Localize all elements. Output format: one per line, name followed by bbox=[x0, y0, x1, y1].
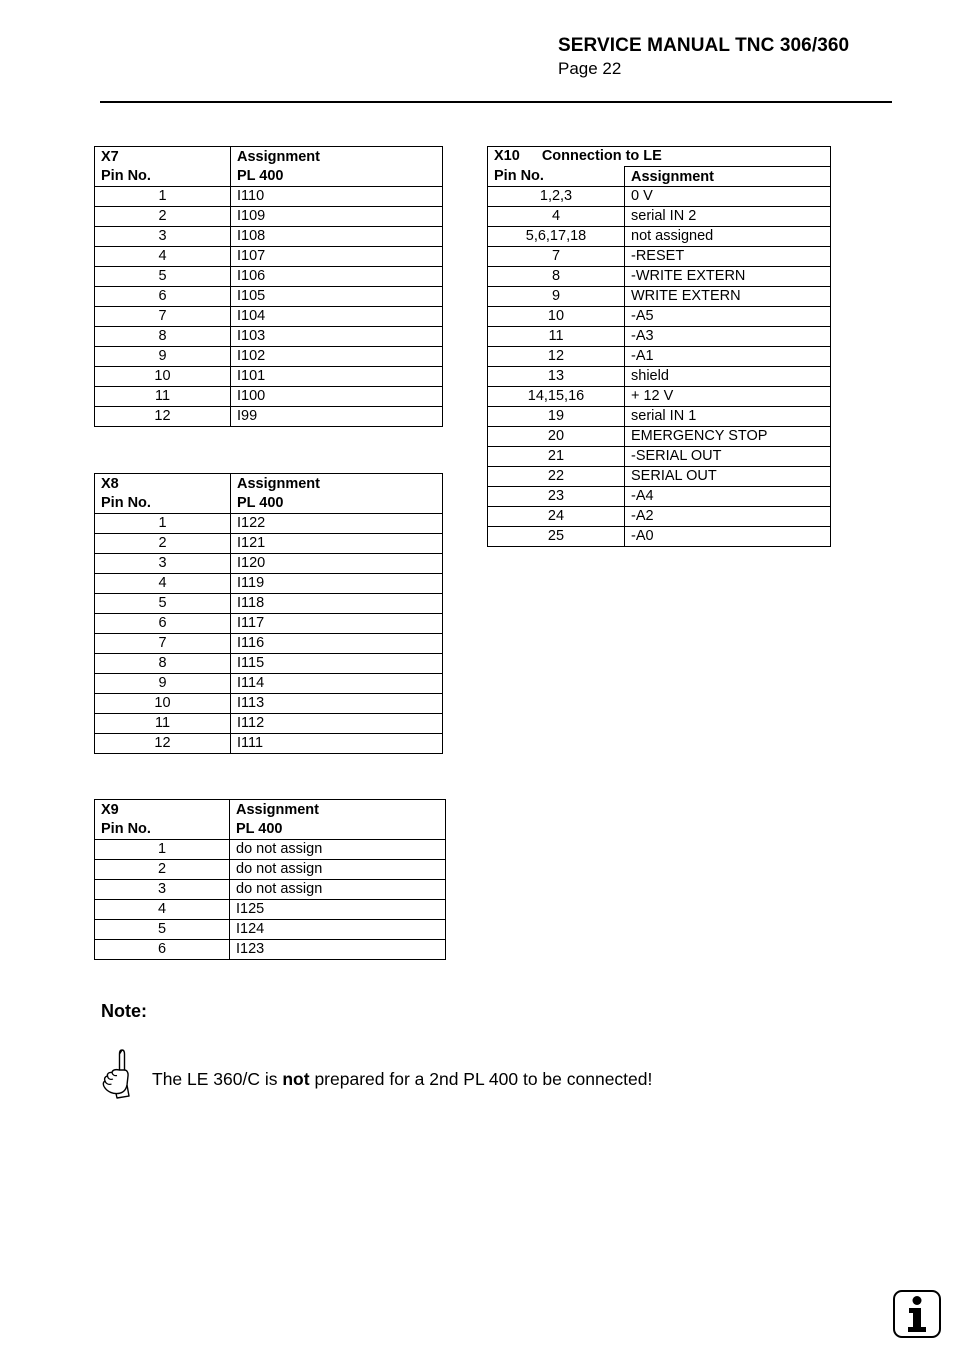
x7-assignment-cell: I107 bbox=[231, 247, 443, 267]
x10-assignment-cell: 0 V bbox=[625, 187, 831, 207]
x10-table-row bbox=[488, 447, 831, 467]
x10-assignment-cell: serial IN 2 bbox=[625, 207, 831, 227]
x7-pin-cell: 10 bbox=[95, 367, 231, 387]
x8-table-row bbox=[95, 634, 443, 654]
x8-header-row bbox=[95, 474, 443, 514]
x7-table-row bbox=[95, 187, 443, 207]
x10-pin-cell: 9 bbox=[488, 287, 625, 307]
x10-table-row bbox=[488, 307, 831, 327]
x8-pin-header: Pin No. bbox=[101, 495, 151, 511]
x7-assign-header: Assignment bbox=[237, 149, 320, 165]
x7-table-row bbox=[95, 367, 443, 387]
x10-connector-label: X10 bbox=[494, 148, 520, 164]
x10-pin-header: Pin No. bbox=[488, 167, 625, 187]
x8-pin-cell: 3 bbox=[95, 554, 231, 574]
x7-assign-header-cell bbox=[231, 147, 443, 187]
x10-assignment-cell: -WRITE EXTERN bbox=[625, 267, 831, 287]
page-number: Page 22 bbox=[558, 59, 622, 78]
x9-header-row bbox=[95, 800, 446, 840]
x7-pin-table bbox=[94, 146, 443, 427]
x10-assignment-cell: -A5 bbox=[625, 307, 831, 327]
x10-pin-cell: 11 bbox=[488, 327, 625, 347]
x7-connector-label: X7 bbox=[101, 149, 119, 165]
x8-pin-cell: 4 bbox=[95, 574, 231, 594]
pointing-hand-icon bbox=[101, 1048, 133, 1100]
x10-table-row bbox=[488, 267, 831, 287]
x9-assign-subheader: PL 400 bbox=[236, 821, 283, 837]
x10-assignment-cell: SERIAL OUT bbox=[625, 467, 831, 487]
x9-pin-cell: 2 bbox=[95, 860, 230, 880]
x10-assign-header: Assignment bbox=[625, 167, 831, 187]
x8-assignment-cell: I119 bbox=[231, 574, 443, 594]
x8-assignment-cell: I111 bbox=[231, 734, 443, 754]
x7-assignment-cell: I99 bbox=[231, 407, 443, 427]
note-text-emphasis: not bbox=[282, 1069, 310, 1089]
x10-pin-cell: 20 bbox=[488, 427, 625, 447]
x9-assignment-cell: do not assign bbox=[230, 880, 446, 900]
x8-assignment-cell: I112 bbox=[231, 714, 443, 734]
x8-table-row bbox=[95, 694, 443, 714]
x7-header-row bbox=[95, 147, 443, 187]
x10-pin-cell: 5,6,17,18 bbox=[488, 227, 625, 247]
x7-pin-cell: 9 bbox=[95, 347, 231, 367]
x9-assignment-cell: I124 bbox=[230, 920, 446, 940]
x7-assignment-cell: I101 bbox=[231, 367, 443, 387]
x8-table-row bbox=[95, 554, 443, 574]
x10-pin-cell: 19 bbox=[488, 407, 625, 427]
x10-table-body bbox=[488, 147, 831, 547]
x9-assign-header: Assignment bbox=[236, 802, 319, 818]
x7-pin-cell: 4 bbox=[95, 247, 231, 267]
x8-assign-subheader: PL 400 bbox=[237, 495, 284, 511]
x7-assignment-cell: I106 bbox=[231, 267, 443, 287]
x10-pin-table bbox=[487, 146, 831, 547]
x8-connector-label: X8 bbox=[101, 476, 119, 492]
x8-assignment-cell: I117 bbox=[231, 614, 443, 634]
x9-assignment-cell: do not assign bbox=[230, 840, 446, 860]
x9-pin-header: Pin No. bbox=[101, 821, 151, 837]
x8-assign-header: Assignment bbox=[237, 476, 320, 492]
x7-table-body bbox=[95, 147, 443, 427]
x10-pin-cell: 4 bbox=[488, 207, 625, 227]
x9-pin-cell: 1 bbox=[95, 840, 230, 860]
x10-table-row bbox=[488, 247, 831, 267]
x10-assignment-cell: not assigned bbox=[625, 227, 831, 247]
x7-table-row bbox=[95, 347, 443, 367]
x9-pin-table bbox=[94, 799, 446, 960]
x8-table-row bbox=[95, 654, 443, 674]
x7-assignment-cell: I110 bbox=[231, 187, 443, 207]
x7-assignment-cell: I104 bbox=[231, 307, 443, 327]
x10-pin-cell: 22 bbox=[488, 467, 625, 487]
x10-assignment-cell: -A0 bbox=[625, 527, 831, 547]
x9-table-row bbox=[95, 860, 446, 880]
x9-pin-cell: 4 bbox=[95, 900, 230, 920]
x8-pin-cell: 9 bbox=[95, 674, 231, 694]
x10-assignment-cell: + 12 V bbox=[625, 387, 831, 407]
x7-pin-cell: 2 bbox=[95, 207, 231, 227]
info-glyph bbox=[902, 1295, 932, 1333]
x7-pin-cell: 11 bbox=[95, 387, 231, 407]
x10-pin-cell: 14,15,16 bbox=[488, 387, 625, 407]
x8-assignment-cell: I120 bbox=[231, 554, 443, 574]
x10-assignment-cell: -A2 bbox=[625, 507, 831, 527]
x10-title-cell bbox=[488, 147, 831, 167]
x7-assignment-cell: I109 bbox=[231, 207, 443, 227]
note-text bbox=[152, 1069, 652, 1090]
x10-pin-cell: 25 bbox=[488, 527, 625, 547]
x7-table-row bbox=[95, 307, 443, 327]
x7-assignment-cell: I108 bbox=[231, 227, 443, 247]
x9-table-row bbox=[95, 940, 446, 960]
x8-table-row bbox=[95, 594, 443, 614]
info-icon bbox=[893, 1290, 941, 1338]
header-divider bbox=[100, 101, 892, 103]
x9-table-row bbox=[95, 840, 446, 860]
x10-assignment-cell: serial IN 1 bbox=[625, 407, 831, 427]
x10-pin-cell: 1,2,3 bbox=[488, 187, 625, 207]
x10-assignment-cell: WRITE EXTERN bbox=[625, 287, 831, 307]
x8-table-row bbox=[95, 674, 443, 694]
x9-assignment-cell: I125 bbox=[230, 900, 446, 920]
x8-assignment-cell: I115 bbox=[231, 654, 443, 674]
x9-assignment-cell: do not assign bbox=[230, 860, 446, 880]
x8-pin-cell: 12 bbox=[95, 734, 231, 754]
x8-table-row bbox=[95, 534, 443, 554]
x8-assignment-cell: I122 bbox=[231, 514, 443, 534]
x9-pin-cell: 5 bbox=[95, 920, 230, 940]
x10-pin-cell: 8 bbox=[488, 267, 625, 287]
x10-pin-cell: 12 bbox=[488, 347, 625, 367]
x10-table-row bbox=[488, 407, 831, 427]
note-text-start: The LE 360/C is bbox=[152, 1069, 283, 1089]
x10-table-row bbox=[488, 227, 831, 247]
x10-assignment-cell: -A1 bbox=[625, 347, 831, 367]
x9-pin-cell: 6 bbox=[95, 940, 230, 960]
x10-pin-cell: 13 bbox=[488, 367, 625, 387]
x8-assignment-cell: I118 bbox=[231, 594, 443, 614]
x10-pin-cell: 21 bbox=[488, 447, 625, 467]
x7-table-row bbox=[95, 387, 443, 407]
x8-table-row bbox=[95, 614, 443, 634]
x8-pin-cell: 11 bbox=[95, 714, 231, 734]
x10-assignment-cell: shield bbox=[625, 367, 831, 387]
x10-assignment-cell: -SERIAL OUT bbox=[625, 447, 831, 467]
x10-assignment-cell: -RESET bbox=[625, 247, 831, 267]
x7-pin-cell: 12 bbox=[95, 407, 231, 427]
x9-table-body bbox=[95, 800, 446, 960]
x7-assignment-cell: I105 bbox=[231, 287, 443, 307]
x9-table-row bbox=[95, 880, 446, 900]
x10-table-row bbox=[488, 187, 831, 207]
x9-assign-header-cell bbox=[230, 800, 446, 840]
x10-table-row bbox=[488, 367, 831, 387]
x9-assignment-cell: I123 bbox=[230, 940, 446, 960]
x7-pin-header: Pin No. bbox=[101, 168, 151, 184]
x10-connection-title: Connection to LE bbox=[541, 148, 662, 164]
x8-pin-cell: 2 bbox=[95, 534, 231, 554]
x10-title-row bbox=[488, 147, 831, 167]
x7-assignment-cell: I103 bbox=[231, 327, 443, 347]
x8-table-row bbox=[95, 574, 443, 594]
x10-table-row bbox=[488, 507, 831, 527]
x8-assignment-cell: I114 bbox=[231, 674, 443, 694]
x8-table-row bbox=[95, 514, 443, 534]
x7-pin-header-cell bbox=[95, 147, 231, 187]
note-heading: Note: bbox=[101, 1001, 147, 1021]
x8-pin-cell: 10 bbox=[95, 694, 231, 714]
x8-pin-cell: 1 bbox=[95, 514, 231, 534]
x8-pin-cell: 7 bbox=[95, 634, 231, 654]
x10-table-row bbox=[488, 327, 831, 347]
note-text-end: prepared for a 2nd PL 400 to be connected! bbox=[309, 1069, 653, 1089]
x10-table-row bbox=[488, 387, 831, 407]
x8-table-body bbox=[95, 474, 443, 754]
x7-pin-cell: 7 bbox=[95, 307, 231, 327]
x8-pin-cell: 8 bbox=[95, 654, 231, 674]
x9-connector-label: X9 bbox=[101, 802, 119, 818]
x8-pin-cell: 5 bbox=[95, 594, 231, 614]
x9-pin-cell: 3 bbox=[95, 880, 230, 900]
x10-pin-cell: 23 bbox=[488, 487, 625, 507]
x7-pin-cell: 5 bbox=[95, 267, 231, 287]
x9-pin-header-cell bbox=[95, 800, 230, 840]
x10-assignment-cell: -A4 bbox=[625, 487, 831, 507]
x8-pin-cell: 6 bbox=[95, 614, 231, 634]
x10-pin-cell: 24 bbox=[488, 507, 625, 527]
x10-assignment-cell: -A3 bbox=[625, 327, 831, 347]
x7-assignment-cell: I102 bbox=[231, 347, 443, 367]
x7-pin-cell: 1 bbox=[95, 187, 231, 207]
manual-title: SERVICE MANUAL TNC 306/360 bbox=[558, 35, 850, 56]
x8-table-row bbox=[95, 734, 443, 754]
x7-table-row bbox=[95, 327, 443, 347]
x7-table-row bbox=[95, 207, 443, 227]
x7-table-row bbox=[95, 227, 443, 247]
x9-table-row bbox=[95, 920, 446, 940]
x10-table-row bbox=[488, 467, 831, 487]
x10-pin-cell: 10 bbox=[488, 307, 625, 327]
x10-header-row bbox=[488, 167, 831, 187]
x9-table-row bbox=[95, 900, 446, 920]
x8-assignment-cell: I116 bbox=[231, 634, 443, 654]
x10-pin-cell: 7 bbox=[488, 247, 625, 267]
x7-table-row bbox=[95, 407, 443, 427]
x10-table-row bbox=[488, 487, 831, 507]
x8-pin-table bbox=[94, 473, 443, 754]
x10-table-row bbox=[488, 347, 831, 367]
x8-table-row bbox=[95, 714, 443, 734]
x7-assignment-cell: I100 bbox=[231, 387, 443, 407]
x7-pin-cell: 8 bbox=[95, 327, 231, 347]
x8-pin-header-cell bbox=[95, 474, 231, 514]
x10-table-row bbox=[488, 427, 831, 447]
x7-pin-cell: 6 bbox=[95, 287, 231, 307]
x7-table-row bbox=[95, 247, 443, 267]
x7-table-row bbox=[95, 287, 443, 307]
x7-pin-cell: 3 bbox=[95, 227, 231, 247]
x7-assign-subheader: PL 400 bbox=[237, 168, 284, 184]
x8-assignment-cell: I113 bbox=[231, 694, 443, 714]
x8-assign-header-cell bbox=[231, 474, 443, 514]
x7-table-row bbox=[95, 267, 443, 287]
x10-table-row bbox=[488, 287, 831, 307]
x8-assignment-cell: I121 bbox=[231, 534, 443, 554]
x10-assignment-cell: EMERGENCY STOP bbox=[625, 427, 831, 447]
x10-table-row bbox=[488, 527, 831, 547]
x10-table-row bbox=[488, 207, 831, 227]
